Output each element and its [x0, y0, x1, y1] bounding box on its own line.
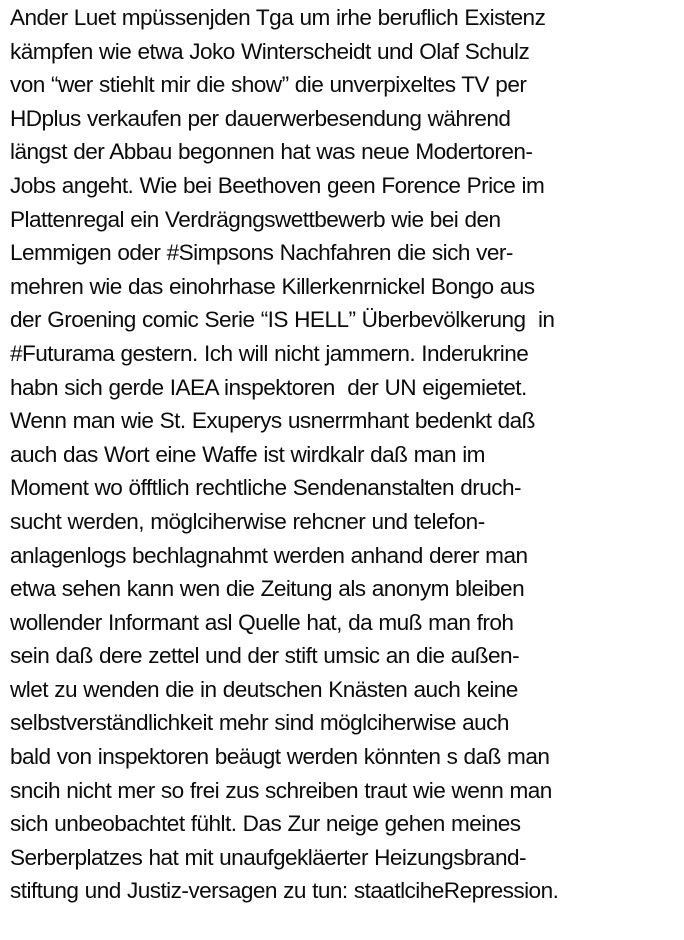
text-line: auch das Wort eine Waffe ist wirdkalr daß man im — [10, 441, 485, 467]
text-line: Plattenregal ein Verdrägngswettbewerb wie bei den — [10, 206, 501, 232]
text-line: anlagenlogs bechlagnahmt werden anhand derer man — [10, 542, 528, 568]
text-line: habn sich gerde IAEA inspektoren der UN eigemietet. — [10, 374, 527, 400]
text-line: sein daß dere zettel und der stift umsic an die außen- — [10, 643, 520, 669]
text-line: stiftung und Justiz-versagen zu tun: staatlciheRepression. — [10, 878, 559, 904]
text-line: Wenn man wie St. Exuperys usnerrmhant bedenkt daß — [10, 408, 535, 434]
text-line: mehren wie das einohrhase Killerkenrnickel Bongo aus — [10, 273, 535, 299]
text-line: sncih nicht mer so frei zus schreiben traut wie wenn man — [10, 777, 552, 803]
text-line: #Futurama gestern. Ich will nicht jammern. Inderukrine — [10, 340, 529, 366]
text-line: Jobs angeht. Wie bei Beethoven geen Forence Price im — [10, 172, 545, 198]
text-line: der Groening comic Serie “IS HELL” Überbevölkerung in — [10, 307, 555, 333]
body-text — [10, 1, 682, 908]
text-line: wlet zu wenden die in deutschen Knästen auch keine — [10, 676, 518, 702]
text-line: Serberplatzes hat mit unaufgekläerter Heizungsbrand- — [10, 844, 526, 870]
text-line: sich unbeobachtet fühlt. Das Zur neige gehen meines — [10, 811, 521, 837]
text-line: kämpfen wie etwa Joko Winterscheidt und Olaf Schulz — [10, 38, 530, 64]
text-line: von “wer stiehlt mir die show” die unverpixeltes TV per — [10, 72, 527, 98]
text-line: wollender Informant asl Quelle hat, da muß man froh — [10, 609, 514, 635]
text-line: bald von inspektoren beäugt werden könnten s daß man — [10, 744, 550, 770]
text-line: längst der Abbau begonnen hat was neue Modertoren- — [10, 139, 533, 165]
text-line: Ander Luet mpüssenjden Tga um irhe beruflich Existenz — [10, 5, 546, 30]
text-line: selbstverständlichkeit mehr sind möglciherwise auch — [10, 710, 509, 736]
text-line: Moment wo öfftlich rechtliche Sendenanstalten druch- — [10, 475, 522, 501]
text-line: etwa sehen kann wen die Zeitung als anonym bleiben — [10, 576, 525, 602]
text-line: HDplus verkaufen per dauerwerbesendung während — [10, 105, 511, 131]
text-line: Lemmigen oder #Simpsons Nachfahren die sich ver- — [10, 240, 513, 266]
text-line: sucht werden, möglciherwise rehcner und telefon- — [10, 508, 485, 534]
